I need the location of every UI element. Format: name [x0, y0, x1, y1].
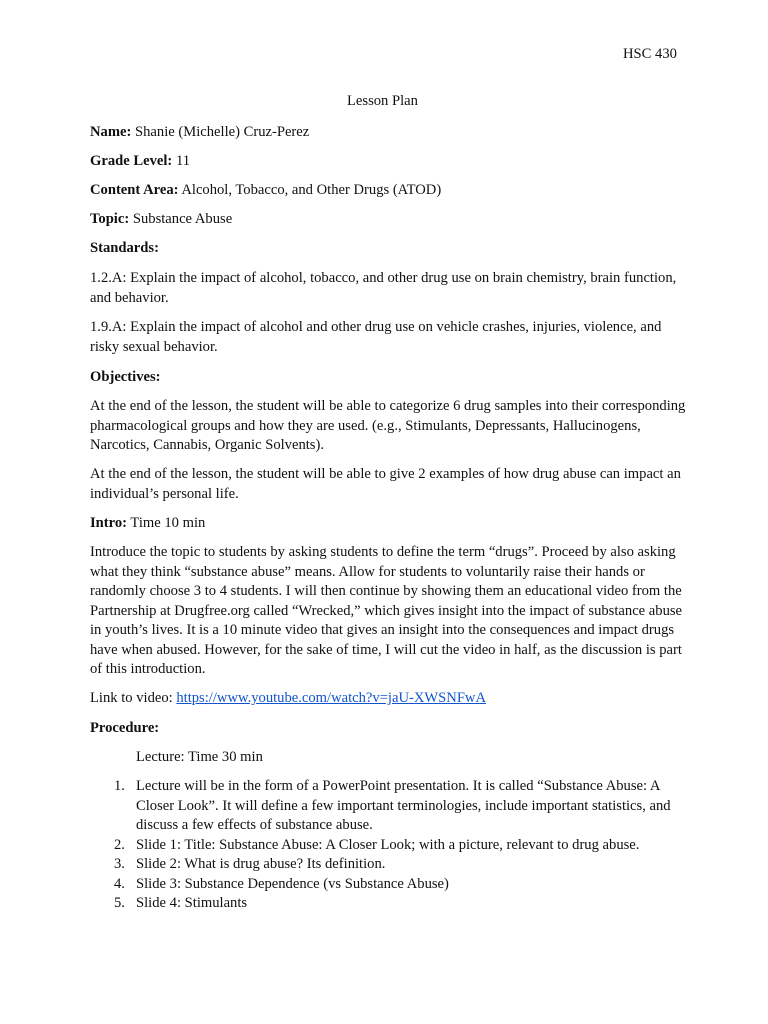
standard-item: 1.2.A: Explain the impact of alcohol, tobacco, and other drug use on brain chemistry, brain function, and behavior.: [90, 270, 677, 306]
objective-item: At the end of the lesson, the student will be able to give 2 examples of how drug abuse can impact an individual’s personal life.: [90, 466, 681, 502]
intro-time: Time 10 min: [130, 515, 206, 531]
procedure-list: [90, 777, 690, 914]
intro-label: Intro:: [90, 515, 128, 531]
topic-label: Topic:: [90, 211, 130, 227]
intro-paragraph: Introduce the topic to students by asking students to define the term “drugs”. Proceed by also asking what they think “substance abuse” means. Allow for students to voluntarily raise their hands or randomly choose 3 to 4 students. I will then continue by showing them an educational video from the Partnership at Drugfree.org called “Wrecked,” which gives insight into the impact of substance abuse in youth’s lives. It is a 10 minute video that gives an insight into the consequences and impact drugs have when abused. However, for the sake of time, I will cut the video in half, as the discussion is part of this introduction.: [90, 544, 683, 677]
grade-field: [90, 152, 190, 172]
list-item: 3. Slide 2: What is drug abuse? Its definition.: [114, 856, 386, 872]
name-field: [90, 123, 309, 143]
list-item: 5. Slide 4: Stimulants: [114, 895, 248, 911]
objective-item: At the end of the lesson, the student will be able to categorize 6 drug samples into their corresponding pharmacological groups and how they are used. (e.g., Stimulants, Depressants, Hallucinogens, Narcotics, Cannabis, Organic Solvents).: [90, 398, 686, 453]
list-item: 1. Lecture will be in the form of a PowerPoint presentation. It is called “Substance Abuse: A Closer Look”. It will define a few important terminologies, include important statistics, and discuss a few effects of substance abuse.: [114, 778, 671, 833]
content-area-field: [90, 181, 441, 201]
standards-heading: Standards:: [90, 240, 159, 256]
content-area-value: Alcohol, Tobacco, and Other Drugs (ATOD): [181, 182, 442, 198]
grade-label: Grade Level:: [90, 153, 173, 169]
page-title: Lesson Plan: [347, 93, 418, 109]
list-item: 2. Slide 1: Title: Substance Abuse: A Closer Look; with a picture, relevant to drug abuse.: [114, 836, 640, 853]
video-link-label: Link to video:: [90, 690, 173, 706]
list-item: 4. Slide 3: Substance Dependence (vs Substance Abuse): [114, 875, 449, 892]
lecture-time: Lecture: Time 30 min: [136, 749, 263, 765]
topic-field: [90, 210, 232, 230]
content-area-label: Content Area:: [90, 182, 179, 198]
intro-field: [90, 514, 205, 534]
video-link-line: [90, 689, 486, 709]
name-label: Name:: [90, 124, 132, 140]
grade-value: 11: [175, 153, 190, 169]
objectives-heading: Objectives:: [90, 369, 161, 385]
topic-value: Substance Abuse: [132, 211, 233, 227]
video-link[interactable]: https://www.youtube.com/watch?v=jaU-XWSNFwA: [176, 690, 487, 706]
name-value: Shanie (Michelle) Cruz-Perez: [135, 124, 310, 140]
standard-item: 1.9.A: Explain the impact of alcohol and other drug use on vehicle crashes, injuries, violence, and risky sexual behavior.: [90, 319, 662, 355]
procedure-heading: Procedure:: [90, 720, 160, 736]
course-code: HSC 430: [623, 46, 677, 62]
